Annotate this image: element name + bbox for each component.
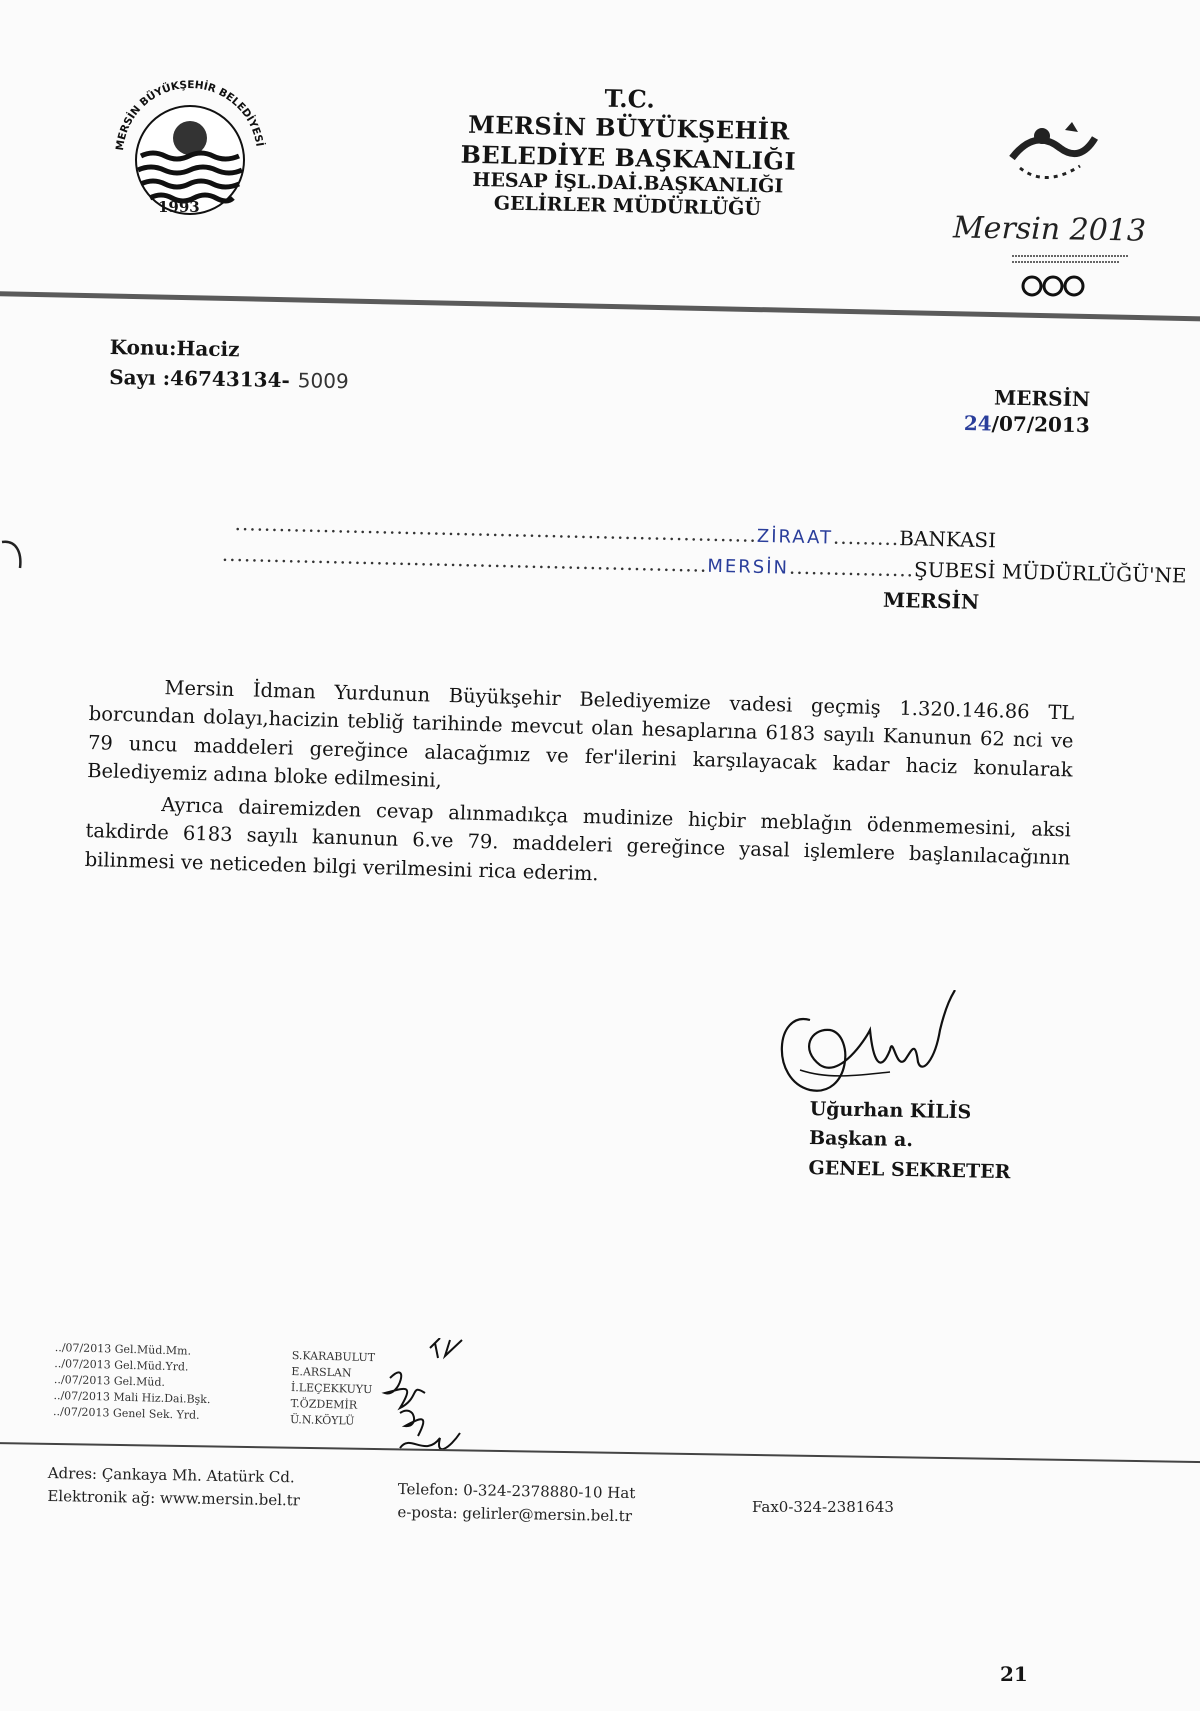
signatory-title-1: Başkan a. (808, 1127, 914, 1152)
signatory-name: Uğurhan KİLİS (809, 1097, 972, 1124)
place-date (950, 384, 1091, 438)
date (950, 410, 1090, 438)
punch-hole-mark (0, 538, 26, 578)
addressee-branch-line: ..................................................................MERSİN.................ŞUBESİ MÜDÜRLÜĞÜ'NE (221, 541, 1187, 588)
addressee-city: MERSİN (882, 587, 980, 614)
header-municipality: MERSİN BÜYÜKŞEHİR (467, 110, 791, 146)
footer-middle (397, 1478, 635, 1527)
initial-name: İ.LEÇEKKUYU (290, 1380, 373, 1396)
signature-block (808, 1095, 1012, 1188)
bank-name-handwritten: ZİRAAT (756, 525, 834, 549)
body-paragraph-1: Mersin İdman Yurdunun Büyükşehir Belediyemize vadesi geçmiş 1.320.146.86 TL borcundan dolayı,hacizin tebliğ tarihinde mevcut olan hesaplarına 6183 sayılı Kanunun 62 nci ve 79 uncu maddeleri gereğince alacağımız ve fer'ilerini karşılayacak kadar haciz konularak Belediyemiz adına bloke edilmesini, (86, 676, 1075, 792)
mersin-2013-logo-text: Mersin 2013 (952, 210, 1147, 249)
date-month-year: /07/2013 (991, 411, 1090, 438)
addressee-block (221, 508, 1188, 623)
initial-role: ../07/2013 Gel.Müd. (53, 1372, 166, 1389)
initial-name: S.KARABULUT (291, 1348, 376, 1365)
handwritten-paraphs (380, 1338, 490, 1478)
initial-name: E.ARSLAN (291, 1364, 352, 1380)
mersin-2013-games-logo (1000, 118, 1100, 208)
initial-name: T.ÖZDEMİR (290, 1396, 358, 1412)
letter-body (84, 672, 1074, 905)
branch-suffix: ŞUBESİ MÜDÜRLÜĞÜ'NE (913, 557, 1187, 588)
footer-left (47, 1462, 300, 1511)
footer-phone: Telefon: 0-324-2378880-10 Hat (397, 1479, 636, 1503)
seal-year: 1993 (158, 198, 200, 216)
header-tc: T.C. (604, 83, 656, 114)
footer-email: e-posta: gelirler@mersin.bel.tr (397, 1502, 633, 1525)
initial-role: ../07/2013 Gel.Müd.Yrd. (54, 1356, 189, 1374)
reference-number: Sayı :46743134- (109, 364, 291, 393)
initials-names (290, 1348, 375, 1430)
bank-suffix: BANKASI (898, 526, 997, 553)
addressee-bank-line: .......................................................................ZİRAAT.........BANKASI (234, 510, 997, 553)
reference-number-handwritten: 5009 (297, 368, 349, 394)
seal-text: MERSİN BÜYÜKŞEHİR BELEDİYESİ (114, 78, 266, 152)
initial-role: ../07/2013 Gel.Müd.Mm. (54, 1340, 192, 1358)
signatory-title-2: GENEL SEKRETER (808, 1156, 1011, 1184)
place: MERSİN (993, 385, 1091, 412)
branch-name-handwritten: MERSİN (707, 555, 790, 579)
header-office: BELEDİYE BAŞKANLIĞI (460, 139, 797, 176)
body-paragraph-2: Ayrıca dairemizden cevap alınmadıkça mudinize hiçbir meblağın ödenmemesini, aksi takdirde 6183 sayılı kanunun 6.ve 79. maddeleri gereğince yasal işlemlere başlanılacağının bilinmesi ve neticeden bilgi verilmesini rica ederim. (84, 793, 1072, 885)
header-department: HESAP İŞL.DAİ.BAŞKANLIĞI (472, 168, 784, 198)
olympic-rings-icon (1018, 274, 1088, 298)
footer-divider (0, 1442, 1200, 1463)
handwritten-signature (770, 990, 980, 1110)
footer-web: Elektronik ağ: www.mersin.bel.tr (47, 1486, 301, 1509)
letter-meta (109, 332, 350, 396)
footer-fax: Fax0-324-2381643 (752, 1498, 894, 1516)
initials-roles (53, 1340, 212, 1424)
header-directorate: GELİRLER MÜDÜRLÜĞÜ (493, 192, 762, 220)
initial-role: ../07/2013 Genel Sek. Yrd. (52, 1404, 200, 1422)
page-number: 21 (1000, 1662, 1028, 1686)
letterhead (427, 80, 830, 222)
date-day-handwritten: 24 (963, 411, 992, 436)
initial-role: ../07/2013 Mali Hiz.Dai.Bşk. (53, 1388, 211, 1406)
footer-address: Adres: Çankaya Mh. Atatürk Cd. (47, 1463, 295, 1487)
logo-fine-print (1010, 252, 1130, 266)
reference-number-line (109, 362, 349, 396)
subject-line: Konu:Haciz (109, 334, 240, 362)
initial-name: Ü.N.KÖYLÜ (289, 1412, 355, 1428)
